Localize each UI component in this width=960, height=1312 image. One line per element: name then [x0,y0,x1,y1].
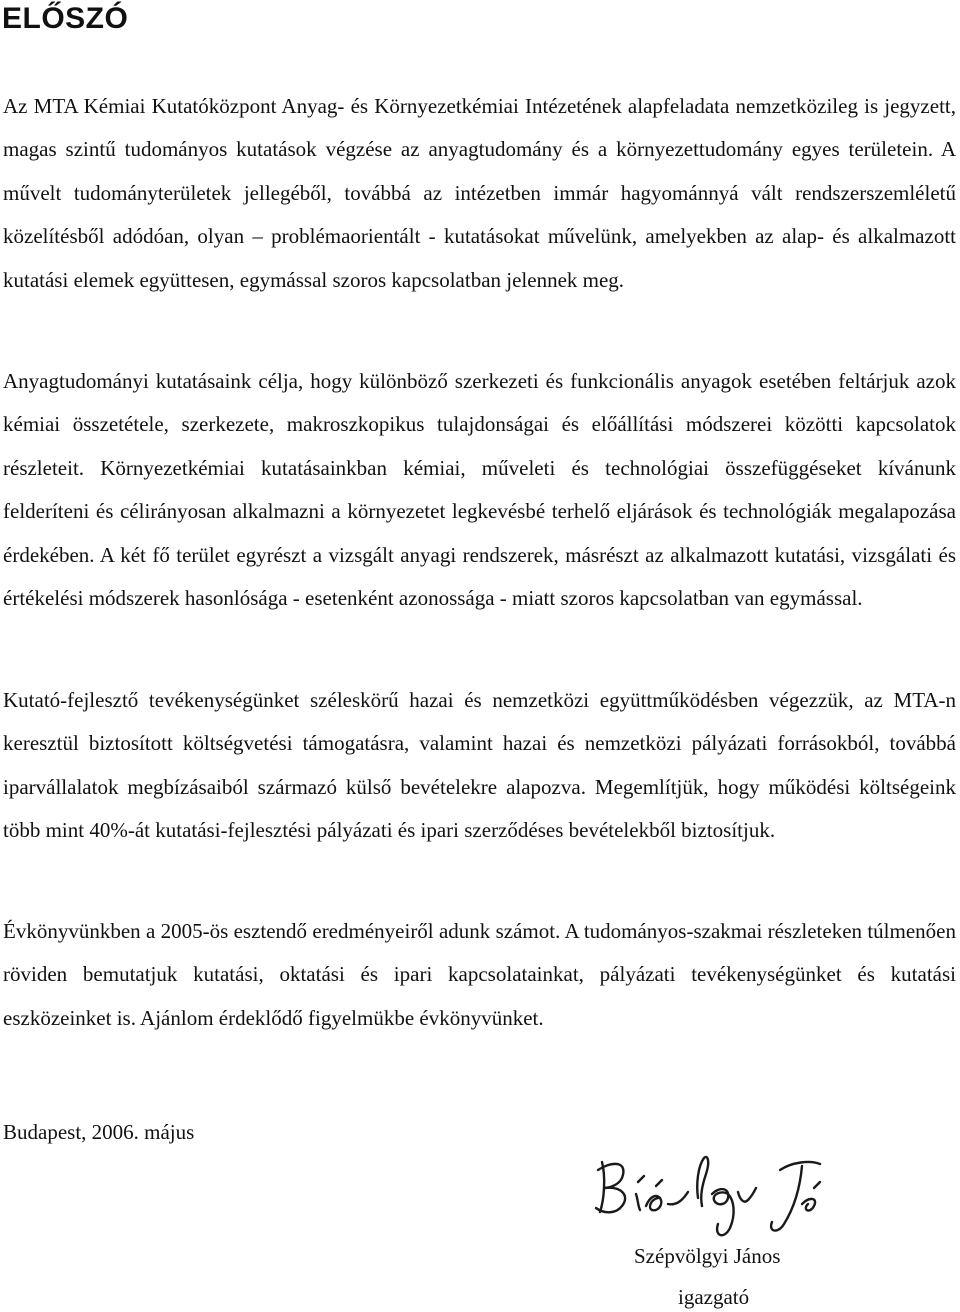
paragraph-yearbook: Évkönyvünkben a 2005-ös esztendő eredményeiről adunk számot. A tudományos-szakmai részleteken túlmenően röviden bemutatjuk kutatási, oktatási és ipari kapcsolatainkat, pályázati tevékenységünket és kutatási eszközeinket is. Ajánlom érdeklődő figyelmükbe évkönyvünket. [3,919,956,1030]
paragraph-research-goals: Anyagtudományi kutatásaink célja, hogy különböző szerkezeti és funkcionális anyagok esetében feltárjuk azok kémiai összetétele, szerkezete, makroszkopikus tulajdonságai és előállítási módszerei közötti kapcsolatok részleteit. Környezetkémiai kutatásainkban kémiai, műveleti és technológiai összefüggéseket kívánunk felderíteni és célirányosan alkalmazni a környezetet legkevésbé terhelő eljárások és technológiák megalapozása érdekében. A két fő terület egyrészt a vizsgált anyagi rendszerek, másrészt az alkalmazott kutatási, vizsgálati és értékelési módszerek hasonlósága - esetenként azonossága - miatt szoros kapcsolatban van egymással. [3,369,956,611]
signer-title: igazgató [678,1285,750,1309]
handwritten-signature [588,1148,838,1240]
paragraph-funding: Kutató-fejlesztő tevékenységünket széleskörű hazai és nemzetközi együttműködésben végezzük, az MTA-n keresztül biztosított költségvetési támogatásra, valamint hazai és nemzetközi pályázati forrásokból, továbbá iparvállalatok megbízásaiból származó külső bevételekre alapozva. Megemlítjük, hogy működési költségeink több mint 40%-át kutatási-fejlesztési pályázati és ipari szerződéses bevételekből biztosítjuk. [3,688,956,843]
signer-name: Szépvölgyi János [634,1244,781,1268]
page-title: ELŐSZÓ [2,2,129,35]
place-date: Budapest, 2006. május [3,1120,195,1144]
paragraph-intro: Az MTA Kémiai Kutatóközpont Anyag- és Környezetkémiai Intézetének alapfeladata nemzetközileg is jegyzett, magas szintű tudományos kutatások végzése az anyagtudomány és a környezettudomány egyes területein. A művelt tudományterületek jellegéből, továbbá az intézetben immár hagyománnyá vált rendszerszemléletű közelítésből adódóan, olyan – problémaorientált - kutatásokat művelünk, amelyekben az alap- és alkalmazott kutatási elemek együttesen, egymással szoros kapcsolatban jelennek meg. [3,94,956,292]
